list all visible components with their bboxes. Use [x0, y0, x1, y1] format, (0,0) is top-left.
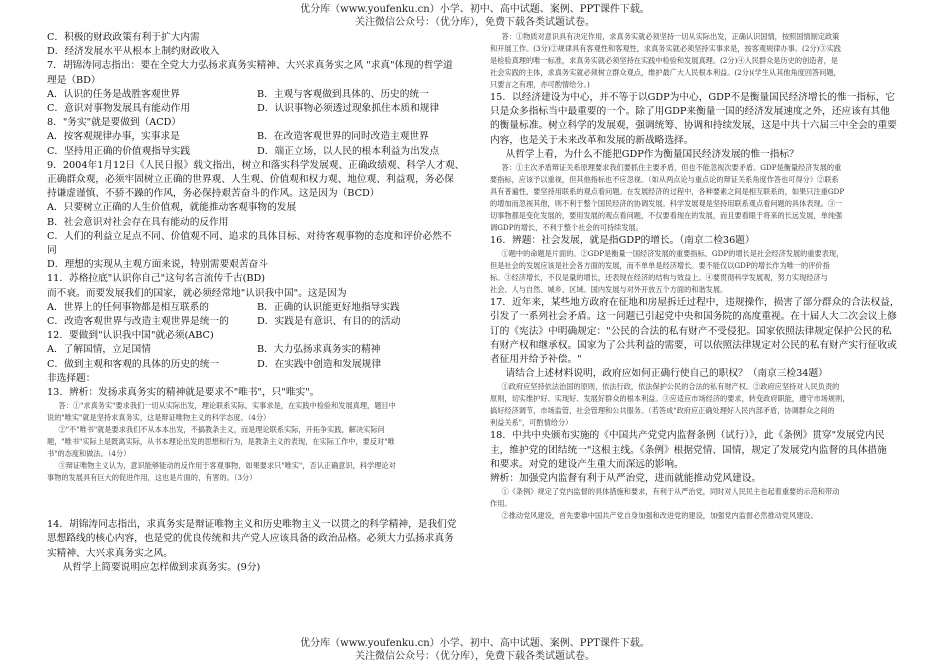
- option-d: D．端正立场，以人民的根本利益为出发点: [257, 145, 440, 157]
- question-15: 15．以经济建设为中心，并不等于以GDP为中心，GDP不是衡量国民经济增长的惟一指标，它: [490, 92, 896, 103]
- question-8: 8．"务实"就是要做到（ACD）: [47, 117, 182, 129]
- text-line: 和要求。对党的建设产生重大而深远的影响。: [490, 458, 684, 470]
- text-line: 主，维护党的团结统一"这根主线。《条例》根据党情、国情，规定了发展党内监督的具体措施: [490, 444, 887, 456]
- answer-line: 但是社会的发展应该是社会各方面的发展，而不单单是经济增长。要不能仅以GDP的增长作为唯一的评价指: [490, 261, 830, 271]
- answer-line: 社会、人与自然、城乡、区域、国内发展与对外开放五个方面的和谐发展。: [490, 285, 728, 295]
- option-b: B．大力弘扬求真务实的精神: [257, 344, 381, 356]
- question-17: 17．近年来，某些地方政府在征地和房屋拆迁过程中，违规操作，损害了部分群众的合法权益，: [490, 297, 900, 309]
- answer-line: 原则，切实维护好、实现好、发展好群众的根本利益。③应适应市场经济的要求，转变政府职能，遵守市场规则，: [490, 394, 850, 404]
- blank-space: [47, 484, 467, 518]
- text-line: 思想路线的核心内容，也是党的优良传统和共产党人应该具备的政治品格。必须大力弘扬求真务: [47, 533, 454, 545]
- option-b: B．正确的认识能更好地指导实践: [257, 301, 400, 313]
- text-line: 有财产权和继承权。国家为了公共利益的需要，可以依照法律规定对公民的私有财产实行征收或: [490, 339, 897, 351]
- answer-line: 的增加而忽视其他，则不利于整个国民经济的协调发展。科学发展观是坚持用联系观点看问题的具体表现。③一: [490, 199, 843, 209]
- answer-line: ①《条例》规定了党内监督的具体措施和要求，有利于从严治党，同时对人民民主也起着重要的示范和带动: [501, 487, 840, 497]
- option-b: B．主观与客观做到具体的、历史的统一: [257, 88, 429, 100]
- text-line: 而不衰。而要发展我们的国家，就必须经常地"认识我中国"。这是因为: [47, 287, 347, 299]
- page-header: [0, 3, 950, 29]
- answer-line: 题，"唯书"实际上是既离实际，从书本理论出发的思想和行为，是教条主义的表现，在实际工作中，要反对"唯: [47, 437, 395, 447]
- answer-line: 要指标，应该予以重视，但其他指标也不应忽视。（如从两点论与重点论的辩证关系角度作答也可得分）②联系: [490, 175, 839, 185]
- text-line: 同: [47, 245, 57, 257]
- option-d: D．在实践中创造和发展规律: [257, 358, 382, 370]
- answer-line: ③辩证唯物主义认为，意识能够能动的反作用于客观事物，如果要求只"唯实"，否认正确意识，科学理论对: [58, 461, 396, 471]
- answer-line: 答：①"求真务实"要求我们一切从实际出发，理论联系实际，实事求是，在实践中检验和发展真理，题目中: [58, 401, 396, 411]
- options-row: [47, 358, 467, 372]
- answer-line: ②推动党风建设，首先要靠中国共产党自身加强和改进党的建设，加强党内监督必然推动党风建设。: [501, 511, 818, 521]
- option-c: C．做到主观和客观的具体的历史的统一: [47, 358, 220, 370]
- answer-line: 只要言之有理，亦可酌情给分。): [490, 80, 590, 89]
- answer-line: ①题中的命题是片面的。②GDP是衡量一国经济发展的重要指标，GDP的增长是社会经济发展的重要表现，: [501, 249, 844, 259]
- option-a: A．只要树立正确的人生价值观，就能推动客观事物的发展: [47, 202, 297, 214]
- answer-line: 答：①物质对意识具有决定作用，求真务实就必须坚持一切从实际出发，正确认识国情，按照国情制定政策: [501, 32, 840, 41]
- question-11: 11．苏格拉底"认识你自己"这句名言流传千古(BD): [47, 273, 266, 285]
- options-row: [47, 102, 467, 116]
- right-column: [490, 31, 908, 635]
- header-line-2: 关注微信公众号：（优分库），免费下载各类试题试卷。: [355, 17, 595, 28]
- option-a: A．了解国情，立足国情: [47, 344, 151, 356]
- question-18: 18．中共中央颁布实施的《中国共产党党内监督条例（试行）》，此《条例》贯穿"发展党内民: [490, 430, 885, 442]
- text-line: 辨析：加强党内监督有利于从严治党，进而就能推动党风建设。: [490, 473, 762, 485]
- answer-line: ①政府应坚持依法治国的原则，依法行政，依法保护公民的合法的私有财产权。②政府应坚持对人民负责的: [501, 382, 840, 392]
- page-footer: [0, 637, 950, 663]
- options-row: [47, 301, 467, 315]
- answer-line: 社会实践的主体，求真务实就必须树立群众观点，维护最广大人民根本利益。(2分)(学生从其他角度回答问题，: [490, 68, 841, 77]
- option-a: A．认识的任务是战胜客观世界: [47, 88, 180, 100]
- answer-line: 事物的发展具有巨大的促进作用，这也是片面的，有害的。（3分）: [47, 473, 257, 483]
- option-c: C．坚持用正确的价值观指导实践: [47, 145, 191, 157]
- question-14: 14．胡锦涛同志指出，求真务实是辩证唯物主义和历史唯物主义一以贯之的科学精神，是我们党: [47, 519, 457, 531]
- text-line: D．经济发展水平从根本上制约财政收入: [47, 46, 220, 58]
- text-line: C．积极的财政政策有利于扩大内需: [47, 32, 200, 43]
- answer-line: ②"不"唯书"就是要求我们不从本本出发，不搞教条主义，而是理论联系实际，开拓争实践，解决实际问: [58, 425, 385, 435]
- option-a: A．世界上的任何事物都是相互联系的: [47, 301, 209, 313]
- answer-line: 利益关系"，可酌情给分）: [490, 418, 573, 428]
- options-row: [47, 343, 467, 357]
- option-c: C．人们的利益立足点不同、价值观不同、追求的具体目标、对待客观事物的态度和评价必然不: [47, 230, 452, 242]
- option-b: B．在改造客观世界的同时改造主观世界: [257, 131, 429, 143]
- options-row: [47, 145, 467, 159]
- option-a: A．按客观规律办事，实事求是: [47, 131, 180, 143]
- header-line-1: 优分库（www.youfenku.cn）小学、初中、高中试题、案例、PPT课件下载。: [300, 4, 650, 15]
- answer-line: 具有普遍性，要坚持用联系的观点看问题。在发展经济的过程中，各种要素之间是相互联系的，如果只注重GDP: [490, 187, 845, 197]
- options-row: [47, 130, 467, 144]
- option-d: D．理想的实现从主观方面来说，特别需要艰苦奋斗: [47, 259, 268, 271]
- answer-line: 标。③经济增长，不仅是量的增长，还表现在经济的结构与效益上。④要贯彻科学发展观，努力实现经济与: [490, 273, 828, 283]
- option-b: B．社会意识对社会存在具有能动的反作用: [47, 216, 229, 228]
- option-d: D．认识事物必须透过现象抓住本质和规律: [257, 103, 440, 115]
- option-c: C．意识对事物发展具有能动作用: [47, 103, 191, 115]
- text-line: 请结合上述材料说明，政府应如何正确行使自己的职权？（南京三检34题）: [505, 368, 828, 380]
- answer-line: 搞好经济调节，市场监管，社会管理和公共服务。（若答成"政府应正确处理好人民内部矛盾，协调群众之间的: [490, 406, 835, 416]
- answer-line: 调GDP的增长，不利于整个社会的可持续发展。: [490, 223, 643, 233]
- footer-line-1: 优分库（www.youfenku.cn）小学、初中、高中试题、案例、PPT课件下载。: [300, 638, 650, 649]
- answer-line: 切事物都是变化发展的，要用发展的观点看问题，不仅要看现在的发展，而且要看眼于将来的长远发展，单纯强: [490, 211, 843, 221]
- text-line: 实精神、大兴求真务实之风。: [47, 547, 173, 559]
- question-16: 16．辨题：社会发展，就是指GDP的增长。（南京二检36题）: [490, 235, 755, 247]
- text-line: 从哲学上看，为什么不能把GDP作为衡量国民经济发展的惟一指标？: [505, 148, 799, 160]
- text-line: 从哲学上简要说明应怎样做到求真务实。(9分): [62, 561, 261, 573]
- text-line: 理是（BD）: [47, 74, 101, 86]
- option-d: D．实践是有意识、有目的的活动: [257, 316, 401, 328]
- question-12: 12．要做到"认识我中国"就必须(ABC): [47, 330, 214, 342]
- text-line: 者征用并给予补偿。": [490, 354, 582, 366]
- text-line: 内容，也是关于未来改革和发展的新战略选择。: [490, 134, 694, 146]
- text-line: 引发了一系列社会矛盾。这一问题已引起党中央和国务院的高度重视。在十届人大二次会议上修: [490, 311, 897, 323]
- option-c: C．改造客观世界与改造主观世界是统一的: [47, 316, 229, 328]
- question-7: 7．胡锦涛同志指出：要在全党大力弘扬求真务实精神、大兴求真务实之风 "求真"体现的哲学道: [47, 60, 453, 72]
- footer-line-2: 关注微信公众号：（优分库），免费下载各类试题试卷。: [355, 651, 595, 662]
- question-13: 13．辨析：发扬求真务实的精神就是要求不"唯书"，只"唯实"。: [47, 387, 320, 399]
- text-line: 订的《宪法》中明确规定："公民的合法的私有财产不受侵犯。国家依照法律规定保护公民的私: [490, 325, 892, 337]
- answer-line: 和开展工作。(3分)②规律具有客观性和客观性，求真务实就必须坚持实事求是，按客观规律办事。(2分)③实践: [490, 44, 841, 53]
- answer-line: 是检验真理的唯一标准，求真务实就必须坚持在实践中检验和发展真理。(2分)④人民群众是历史的创造者，是: [490, 56, 838, 65]
- answer-line: 作用。: [490, 499, 512, 509]
- answer-line: 说的"唯实"就是坚持求真务实，这是辩证唯物主义的科学态度。（4分）: [47, 413, 271, 423]
- answer-line: 答：①主次矛盾辩证关系原理要求我们要抓住主要矛盾，但也不能忽视次要矛盾。GDP是衡量经济发展的重: [501, 163, 842, 173]
- section-heading: 非选择题：: [47, 372, 96, 384]
- options-row: [47, 88, 467, 102]
- text-line: 的衡量标准。树立科学的发展观，强调统筹、协调和持续发展，这是中共十六届三中全会的重要: [490, 120, 897, 132]
- question-9: 9．2004年1月12日《人民日报》载文指出，树立和落实科学发展观、正确政绩观、科学人才观、: [47, 159, 465, 171]
- text-line: 只是众多指标当中最重要的一个。除了用GDP来衡量一国的经济发展速度之外，还应该有其他: [490, 106, 890, 118]
- text-line: 持谦虚谨慎、不骄不躁的作风，务必保持艰苦奋斗的作风。这是因为（BCD）: [47, 188, 380, 200]
- text-line: 正确群众观，必须牢固树立正确的世界观、人生观、价值观和权力观、地位观、利益观，务必保: [47, 174, 454, 186]
- left-column: [47, 31, 467, 635]
- options-row: [47, 315, 467, 329]
- answer-line: 书"的态度和做法。（4分）: [47, 449, 131, 459]
